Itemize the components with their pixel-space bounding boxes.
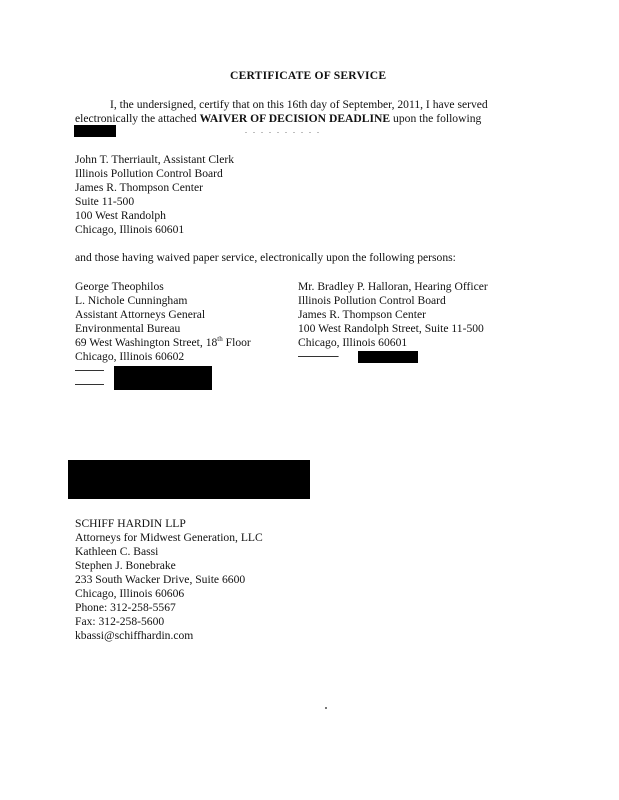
redacted-email-scribble: [75, 378, 115, 392]
stray-dot: [325, 707, 327, 709]
redacted-email-scribble: [75, 364, 115, 378]
intro-line-2-suffix: upon the following: [390, 112, 482, 125]
primary-recipient: [75, 153, 234, 237]
recipient-left-street: [75, 336, 251, 350]
street-text: 69 West Washington Street, 18: [75, 336, 218, 349]
recipient-right: [298, 280, 488, 350]
recipient-left-line: L. Nichole Cunningham: [75, 294, 188, 307]
redaction-left-emails: [114, 366, 212, 390]
firm-line: Stephen J. Bonebrake: [75, 559, 176, 572]
firm-line: Fax: 312-258-5600: [75, 615, 165, 628]
waived-service-line: and those having waived paper service, electronically upon the following persons:: [75, 251, 456, 264]
faint-dots: . . . . . . . . . .: [245, 126, 321, 135]
primary-recipient-line: Illinois Pollution Control Board: [75, 167, 223, 180]
floor-text: Floor: [222, 336, 251, 349]
firm-block: [75, 517, 263, 643]
firm-line: Kathleen C. Bassi: [75, 545, 159, 558]
firm-line: Phone: 312-258-5567: [75, 601, 176, 614]
recipient-right-line: 100 West Randolph Street, Suite 11-500: [298, 322, 484, 335]
redaction-intro: [74, 125, 116, 137]
firm-line: Attorneys for Midwest Generation, LLC: [75, 531, 263, 544]
intro-line-2: [75, 112, 481, 126]
recipient-right-line: Illinois Pollution Control Board: [298, 294, 446, 307]
floor-suffix: th: [217, 335, 223, 344]
recipient-right-line: Chicago, Illinois 60601: [298, 336, 408, 349]
primary-recipient-line: James R. Thompson Center: [75, 181, 203, 194]
redaction-right-email: [358, 351, 418, 363]
recipient-left-line: Assistant Attorneys General: [75, 308, 206, 321]
document-name: WAIVER OF DECISION DEADLINE: [199, 112, 391, 125]
intro-line-2-prefix: electronically the attached: [75, 112, 200, 125]
intro-line-1: I, the undersigned, certify that on this 16th day of September, 2011, I have served: [110, 98, 488, 111]
recipient-left-city: Chicago, Illinois 60602: [75, 350, 185, 363]
firm-name: SCHIFF HARDIN LLP: [75, 517, 186, 530]
firm-email: kbassi@schiffhardin.com: [75, 629, 194, 642]
primary-recipient-line: John T. Therriault, Assistant Clerk: [75, 153, 235, 166]
redaction-signature: [68, 460, 310, 499]
recipient-right-line: James R. Thompson Center: [298, 308, 426, 321]
document-title: CERTIFICATE OF SERVICE: [230, 69, 387, 82]
recipient-right-line: Mr. Bradley P. Halloran, Hearing Officer: [298, 280, 488, 293]
primary-recipient-line: Chicago, Illinois 60601: [75, 223, 185, 236]
firm-line: 233 South Wacker Drive, Suite 6600: [75, 573, 246, 586]
primary-recipient-line: 100 West Randolph: [75, 209, 166, 222]
recipient-left: [75, 280, 251, 364]
redacted-email-scribble: [298, 350, 358, 364]
firm-line: Chicago, Illinois 60606: [75, 587, 185, 600]
recipient-left-line: George Theophilos: [75, 280, 164, 293]
primary-recipient-line: Suite 11-500: [75, 195, 135, 208]
recipient-left-line: Environmental Bureau: [75, 322, 181, 335]
